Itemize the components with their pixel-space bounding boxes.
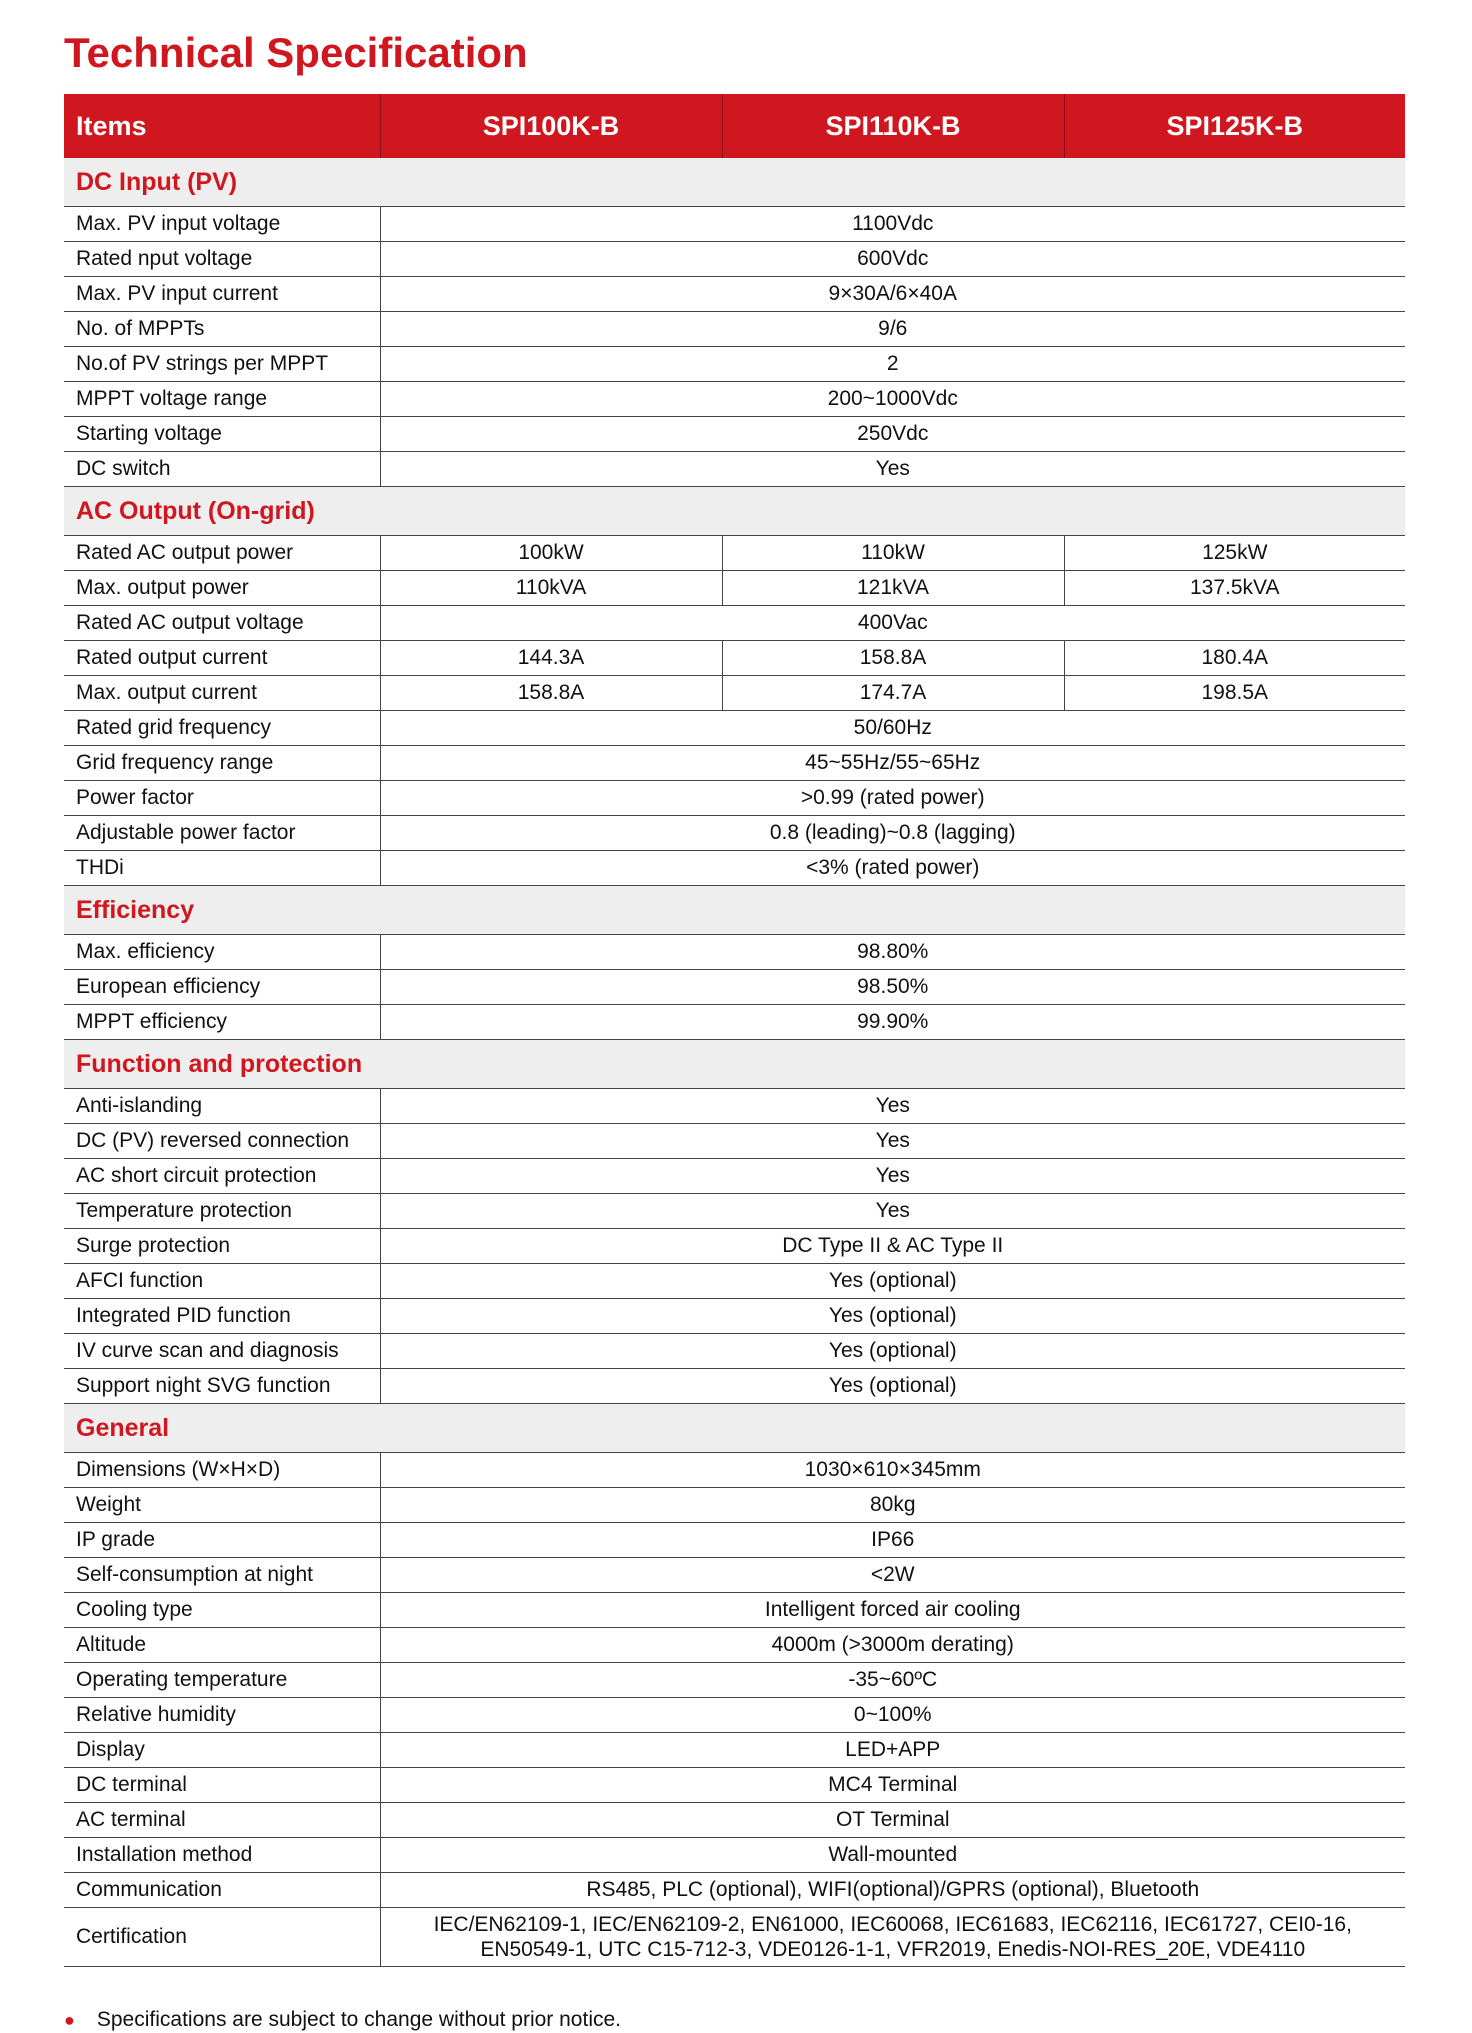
table-row [64,1873,1405,1908]
row-value: 1030×610×345mm [380,1453,1405,1488]
row-label: MPPT efficiency [64,1005,380,1040]
table-row [64,382,1405,417]
section-title: Efficiency [64,886,1405,935]
row-value: LED+APP [380,1733,1405,1768]
row-label: AC terminal [64,1803,380,1838]
row-value: MC4 Terminal [380,1768,1405,1803]
row-label: DC switch [64,452,380,487]
row-value: 2 [380,347,1405,382]
table-row [64,1299,1405,1334]
row-value: 45~55Hz/55~65Hz [380,746,1405,781]
row-label: Cooling type [64,1593,380,1628]
table-row [64,711,1405,746]
table-row [64,606,1405,641]
row-value: 9/6 [380,312,1405,347]
footnote [64,2007,621,2033]
row-label: Rated output current [64,641,380,676]
row-value: IP66 [380,1523,1405,1558]
section-row [64,487,1405,536]
row-value: 125kW [1064,536,1405,571]
row-label: Integrated PID function [64,1299,380,1334]
row-label: Grid frequency range [64,746,380,781]
row-value: 0~100% [380,1698,1405,1733]
table-row [64,1838,1405,1873]
row-value: Yes (optional) [380,1334,1405,1369]
section-row [64,158,1405,207]
table-body [64,158,1405,1967]
row-label: DC terminal [64,1768,380,1803]
table-row [64,1488,1405,1523]
row-label: Starting voltage [64,417,380,452]
row-value: IEC/EN62109-1, IEC/EN62109-2, EN61000, IEC60068, IEC61683, IEC62116, IEC61727, CEI0-16, EN50549-1, UTC C15-712-3, VDE0126-1-1, VFR2019, Enedis-NOI-RES_20E, VDE4110 [380,1908,1405,1967]
row-value: 99.90% [380,1005,1405,1040]
table-row [64,1264,1405,1299]
row-label: Power factor [64,781,380,816]
row-label: DC (PV) reversed connection [64,1124,380,1159]
row-value: 158.8A [380,676,722,711]
row-value: 200~1000Vdc [380,382,1405,417]
row-value: 50/60Hz [380,711,1405,746]
table-row [64,1453,1405,1488]
table-row [64,1159,1405,1194]
section-title: Function and protection [64,1040,1405,1089]
row-label: Support night SVG function [64,1369,380,1404]
row-label: No.of PV strings per MPPT [64,347,380,382]
table-row [64,1523,1405,1558]
row-value: 9×30A/6×40A [380,277,1405,312]
row-value: 180.4A [1064,641,1405,676]
row-label: Communication [64,1873,380,1908]
table-row [64,312,1405,347]
row-value: -35~60ºC [380,1663,1405,1698]
table-header-row [64,94,1405,158]
row-value: <2W [380,1558,1405,1593]
table-row [64,1593,1405,1628]
row-value: 110kW [722,536,1064,571]
section-row [64,886,1405,935]
row-label: European efficiency [64,970,380,1005]
row-label: Rated nput voltage [64,242,380,277]
table-row [64,1663,1405,1698]
row-value: 0.8 (leading)~0.8 (lagging) [380,816,1405,851]
section-row [64,1040,1405,1089]
row-label: Rated grid frequency [64,711,380,746]
table-row [64,641,1405,676]
table-row [64,1334,1405,1369]
row-value: 250Vdc [380,417,1405,452]
row-value: 1100Vdc [380,207,1405,242]
table-row [64,277,1405,312]
row-value: Yes [380,452,1405,487]
row-value: Yes [380,1159,1405,1194]
row-label: Anti-islanding [64,1089,380,1124]
section-title: DC Input (PV) [64,158,1405,207]
row-value: >0.99 (rated power) [380,781,1405,816]
table-row [64,1005,1405,1040]
row-label: Surge protection [64,1229,380,1264]
row-label: Altitude [64,1628,380,1663]
table-row [64,746,1405,781]
header-items: Items [64,94,380,158]
table-row [64,347,1405,382]
row-value: 98.80% [380,935,1405,970]
header-model-3: SPI125K-B [1064,94,1405,158]
table-row [64,781,1405,816]
section-title: AC Output (On-grid) [64,487,1405,536]
table-row [64,970,1405,1005]
row-label: MPPT voltage range [64,382,380,417]
row-label: Rated AC output voltage [64,606,380,641]
row-value: 100kW [380,536,722,571]
table-row [64,242,1405,277]
row-value: 121kVA [722,571,1064,606]
page-title: Technical Specification [64,29,528,76]
table-row [64,1194,1405,1229]
table-row [64,1768,1405,1803]
row-label: Installation method [64,1838,380,1873]
row-value: Yes (optional) [380,1264,1405,1299]
row-label: Rated AC output power [64,536,380,571]
row-label: Max. PV input voltage [64,207,380,242]
table-row [64,1698,1405,1733]
row-label: Adjustable power factor [64,816,380,851]
row-label: Max. output power [64,571,380,606]
row-value: 80kg [380,1488,1405,1523]
table-row [64,207,1405,242]
row-value: Yes (optional) [380,1299,1405,1334]
row-label: Temperature protection [64,1194,380,1229]
table-row [64,816,1405,851]
row-label: Max. output current [64,676,380,711]
row-label: Self-consumption at night [64,1558,380,1593]
table-row [64,851,1405,886]
row-label: THDi [64,851,380,886]
row-label: Operating temperature [64,1663,380,1698]
row-value: 4000m (>3000m derating) [380,1628,1405,1663]
row-label: AC short circuit protection [64,1159,380,1194]
row-label: Max. PV input current [64,277,380,312]
row-value: Yes [380,1089,1405,1124]
table-row [64,452,1405,487]
row-value: 137.5kVA [1064,571,1405,606]
section-row [64,1404,1405,1453]
row-value: 144.3A [380,641,722,676]
header-model-2: SPI110K-B [722,94,1064,158]
row-label: AFCI function [64,1264,380,1299]
row-label: Relative humidity [64,1698,380,1733]
row-value: <3% (rated power) [380,851,1405,886]
row-value: RS485, PLC (optional), WIFI(optional)/GPRS (optional), Bluetooth [380,1873,1405,1908]
row-label: Dimensions (W×H×D) [64,1453,380,1488]
row-value: 198.5A [1064,676,1405,711]
row-label: Weight [64,1488,380,1523]
table-row [64,1229,1405,1264]
table-row [64,536,1405,571]
row-value: 400Vac [380,606,1405,641]
spec-table [64,94,1405,1967]
row-value: Wall-mounted [380,1838,1405,1873]
table-row [64,1628,1405,1663]
row-value: 110kVA [380,571,722,606]
row-value: 98.50% [380,970,1405,1005]
table-row [64,417,1405,452]
table-row [64,1369,1405,1404]
row-value: 600Vdc [380,242,1405,277]
bullet-icon: ● [64,2010,75,2030]
row-value: Intelligent forced air cooling [380,1593,1405,1628]
header-model-1: SPI100K-B [380,94,722,158]
footnote-text: Specifications are subject to change without prior notice. [96,2008,622,2031]
table-row [64,1089,1405,1124]
section-title: General [64,1404,1405,1453]
row-label: Display [64,1733,380,1768]
table-row [64,1803,1405,1838]
row-label: IP grade [64,1523,380,1558]
row-value: DC Type II & AC Type II [380,1229,1405,1264]
row-value: OT Terminal [380,1803,1405,1838]
row-value: Yes [380,1194,1405,1229]
table-row [64,1733,1405,1768]
row-label: Certification [64,1908,380,1967]
row-label: IV curve scan and diagnosis [64,1334,380,1369]
row-value: Yes [380,1124,1405,1159]
table-row [64,676,1405,711]
row-label: Max. efficiency [64,935,380,970]
table-row [64,935,1405,970]
row-value: 174.7A [722,676,1064,711]
table-row [64,571,1405,606]
row-value: 158.8A [722,641,1064,676]
table-row [64,1558,1405,1593]
row-value: Yes (optional) [380,1369,1405,1404]
table-row [64,1908,1405,1967]
row-label: No. of MPPTs [64,312,380,347]
table-row [64,1124,1405,1159]
